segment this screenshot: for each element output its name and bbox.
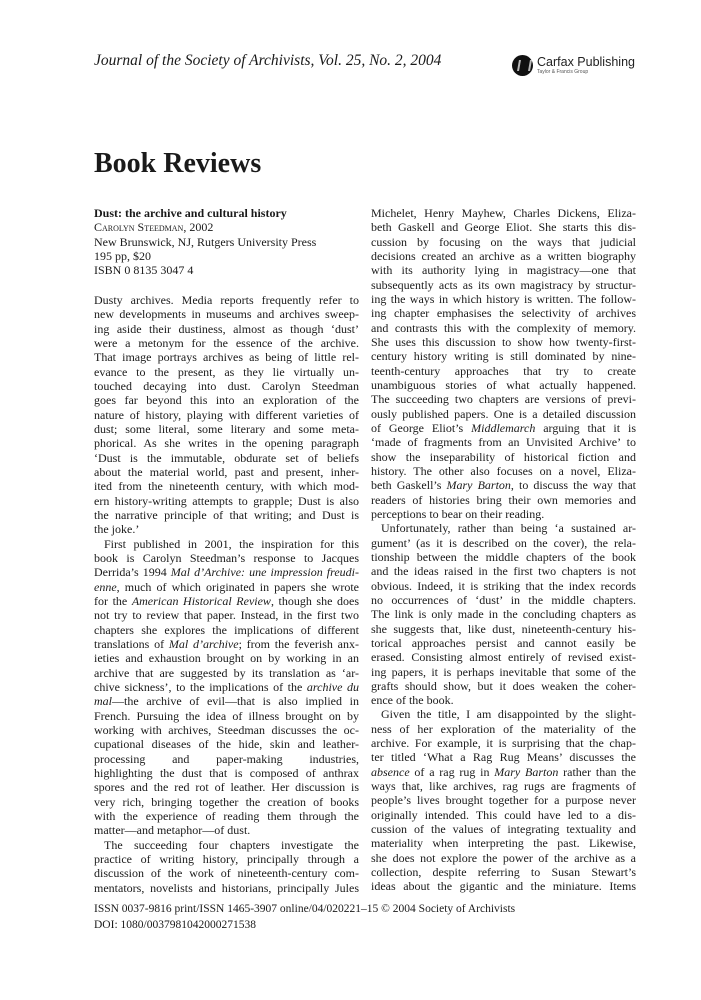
book-info bbox=[94, 206, 359, 278]
italic-text: American Historical Review bbox=[131, 594, 271, 609]
text-line bbox=[94, 322, 359, 336]
text-span: history. The other also focuses on a novel, Eliza- bbox=[371, 463, 636, 478]
text-line bbox=[371, 335, 636, 349]
text-span: mentators, novelists and historians, principally Jules bbox=[94, 880, 359, 895]
text-line bbox=[94, 723, 359, 737]
text-span: obvious. Indeed, it is striking that the index records bbox=[371, 578, 636, 593]
text-line bbox=[371, 278, 636, 292]
text-line bbox=[371, 550, 636, 564]
text-line bbox=[371, 779, 636, 793]
text-line bbox=[371, 564, 636, 578]
text-line bbox=[371, 306, 636, 320]
text-span: beth Gaskell and George Eliot. She starts this dis- bbox=[371, 220, 636, 235]
text-line bbox=[94, 823, 359, 837]
text-span: ter titled ‘What a Rag Rug Means’ discusses the bbox=[371, 750, 636, 765]
text-line bbox=[371, 478, 636, 492]
text-span: materiality when interpreting the past. Likewise, bbox=[371, 836, 636, 851]
text-span: , much of which originated in papers she wrote bbox=[116, 579, 359, 594]
text-line bbox=[94, 393, 359, 407]
text-line bbox=[94, 350, 359, 364]
doi-line: DOI: 1080/0037981042000271538 bbox=[94, 919, 256, 931]
text-line bbox=[371, 650, 636, 664]
left-column bbox=[94, 206, 359, 895]
text-line bbox=[371, 521, 636, 535]
text-line bbox=[371, 421, 636, 435]
italic-text: Mary Barton bbox=[494, 764, 559, 779]
text-span: she does not explore the power of the archive as a bbox=[371, 850, 636, 865]
text-span: First published in 2001, the inspiration for this bbox=[104, 536, 359, 551]
text-line bbox=[94, 307, 359, 321]
text-span: subsequently acts as its own magistracy by structur- bbox=[371, 277, 636, 292]
text-span: gument’ (as it is described on the cover), the rela- bbox=[371, 535, 636, 550]
text-span: arguing that it is bbox=[535, 420, 636, 435]
text-span: readers of histories bring their own memories and bbox=[371, 492, 636, 507]
text-span: and the ideas raised in the first two chapters is not bbox=[371, 564, 636, 579]
text-span: ing papers, it is perhaps inevitable that some of the bbox=[371, 664, 636, 679]
text-span: 195 pp, $20 bbox=[94, 248, 151, 263]
text-span: with its authority lying in magistracy—one that bbox=[371, 263, 636, 278]
text-line bbox=[371, 450, 636, 464]
text-line bbox=[371, 679, 636, 693]
text-span: ‘Dust is the immutable, obdurate set of beliefs bbox=[94, 450, 359, 465]
text-line bbox=[371, 292, 636, 306]
text-line bbox=[94, 766, 359, 780]
text-span: ously published papers. One is a detailed discussion bbox=[371, 406, 636, 421]
review-body-right bbox=[371, 206, 636, 894]
text-line bbox=[371, 865, 636, 879]
text-span: phorical. As she writes in the opening paragraph bbox=[94, 436, 359, 451]
text-line bbox=[371, 693, 636, 707]
book-info-line bbox=[94, 249, 359, 263]
text-span: of a rag rug in bbox=[409, 764, 495, 779]
text-span: ideas about the gigantic and the miniature. Items bbox=[371, 879, 636, 894]
text-span: decisions created an archive as a written biography bbox=[371, 248, 636, 263]
text-line bbox=[371, 349, 636, 363]
paragraph bbox=[94, 838, 359, 895]
journal-citation: Journal of the Society of Archivists, Vol. 25, No. 2, 2004 bbox=[94, 52, 442, 69]
text-line bbox=[371, 722, 636, 736]
book-info-line bbox=[94, 220, 359, 234]
text-line bbox=[371, 808, 636, 822]
text-span: evance to the present, as they lie virtually un- bbox=[94, 364, 359, 379]
text-span: spores and the red rot of leather. Her discussion is bbox=[94, 780, 359, 795]
text-line bbox=[94, 379, 359, 393]
text-line bbox=[94, 680, 359, 694]
text-span: erased. Consisting almost entirely of revised exist- bbox=[371, 650, 636, 665]
paragraph bbox=[371, 206, 636, 521]
text-line bbox=[94, 637, 359, 651]
text-span: matter—and metaphor—of dust. bbox=[94, 823, 251, 838]
text-span: she suggests that, like dust, nineteenth-century his- bbox=[371, 621, 636, 636]
text-line bbox=[371, 493, 636, 507]
text-line bbox=[371, 736, 636, 750]
text-line bbox=[94, 336, 359, 350]
text-span: processing and paper-making industries, bbox=[94, 751, 359, 766]
text-line bbox=[94, 293, 359, 307]
book-info-line bbox=[94, 263, 359, 277]
text-span: Dusty archives. Media reports frequently refer to bbox=[94, 293, 359, 308]
text-line bbox=[94, 709, 359, 723]
text-span: were a metonym for the essence of the archive. bbox=[94, 336, 359, 351]
text-span: for the bbox=[94, 594, 132, 609]
text-span: ways that, like archives, rag rugs are fragments of bbox=[371, 779, 636, 794]
text-line bbox=[371, 321, 636, 335]
text-line bbox=[371, 378, 636, 392]
text-line bbox=[94, 809, 359, 823]
text-span: The succeeding two chapters are versions of previ- bbox=[371, 392, 636, 407]
text-line bbox=[371, 364, 636, 378]
text-line bbox=[94, 838, 359, 852]
text-span: Unfortunately, rather than being ‘a sustained ar- bbox=[381, 521, 636, 536]
text-span: ; from the feverish anx- bbox=[238, 637, 359, 652]
text-span: cussion of the values of integrating textuality and bbox=[371, 822, 636, 837]
text-line bbox=[94, 623, 359, 637]
review-body-left bbox=[94, 293, 359, 895]
text-line bbox=[371, 836, 636, 850]
text-span: chive sickness’, to the implications of the bbox=[94, 680, 307, 694]
paragraph bbox=[94, 293, 359, 537]
text-line bbox=[94, 580, 359, 594]
text-line bbox=[94, 795, 359, 809]
text-span: touched decaying into dust. Carolyn Steedman bbox=[94, 379, 359, 394]
text-span: , though she does bbox=[270, 594, 359, 609]
text-span: practice of writing history, principally through a bbox=[94, 851, 359, 866]
text-span: of George Eliot’s bbox=[371, 420, 472, 435]
text-line bbox=[371, 707, 636, 721]
italic-text: enne bbox=[94, 579, 117, 594]
text-line bbox=[371, 879, 636, 893]
text-line bbox=[94, 551, 359, 565]
text-line bbox=[94, 780, 359, 794]
book-info-line bbox=[94, 235, 359, 249]
text-line bbox=[371, 407, 636, 421]
text-span: tionship between the middle chapters of the book bbox=[371, 549, 636, 564]
text-span: , 2002 bbox=[183, 220, 214, 235]
italic-text: Middlemarch bbox=[471, 420, 536, 435]
text-span: torical approaches persist and cannot easily be bbox=[371, 635, 636, 650]
text-line bbox=[94, 608, 359, 622]
text-line bbox=[94, 436, 359, 450]
carfax-logo-icon bbox=[512, 55, 533, 76]
text-span: grafts should show, but it does weaken the coher- bbox=[371, 678, 636, 693]
author-name: Carolyn Steedman bbox=[94, 220, 184, 235]
text-line bbox=[94, 537, 359, 551]
text-line bbox=[371, 793, 636, 807]
text-line bbox=[371, 249, 636, 263]
text-line bbox=[94, 465, 359, 479]
text-line bbox=[94, 651, 359, 665]
italic-text: Mal d’Archive: une impression freudi- bbox=[170, 565, 359, 580]
text-line bbox=[371, 851, 636, 865]
text-span: nature of history, playing with different varieties of bbox=[94, 407, 359, 422]
text-line bbox=[371, 263, 636, 277]
text-line bbox=[94, 451, 359, 465]
text-span: ‘made of fragments from an Unvisited Archive’ to bbox=[371, 435, 636, 450]
italic-text: mal bbox=[94, 694, 112, 709]
text-line bbox=[371, 593, 636, 607]
text-line bbox=[94, 365, 359, 379]
text-span: dust; some literal, some literary and some meta- bbox=[94, 422, 359, 437]
issn-line: ISSN 0037-9816 print/ISSN 1465-3907 online/04/020221–15 © 2004 Society of Archivists bbox=[94, 903, 516, 915]
text-span: archive. For example, it is surprising that the chap- bbox=[371, 736, 636, 751]
text-span: the joke.’ bbox=[94, 522, 140, 537]
text-span: the narrative principle of that writing; and Dust is bbox=[94, 508, 359, 523]
text-span: ited from the nineteenth century, with which mod- bbox=[94, 479, 359, 494]
text-span: unambiguous stories of what actually happened. bbox=[371, 377, 636, 392]
text-span: French. Pursuing the idea of illness brought on by bbox=[94, 708, 359, 723]
publisher-subtitle: Taylor & Francis Group bbox=[537, 68, 589, 75]
text-line bbox=[371, 636, 636, 650]
text-span: Michelet, Henry Mayhew, Charles Dickens, Eliza- bbox=[371, 206, 636, 220]
text-span: ieties and exhaustion brought on by working in an bbox=[94, 651, 359, 666]
text-span: New Brunswick, NJ, Rutgers University Press bbox=[94, 234, 317, 249]
paragraph bbox=[371, 707, 636, 893]
text-line bbox=[371, 220, 636, 234]
spacer bbox=[94, 278, 359, 294]
text-span: goes far beyond this into an exploration of the bbox=[94, 393, 359, 408]
paragraph bbox=[94, 537, 359, 838]
text-line bbox=[371, 464, 636, 478]
footer bbox=[94, 901, 515, 933]
text-line bbox=[94, 479, 359, 493]
text-span: new developments in museums and archives sweep- bbox=[94, 307, 359, 322]
text-line bbox=[371, 822, 636, 836]
text-line bbox=[94, 422, 359, 436]
text-span: The succeeding four chapters investigate the bbox=[104, 837, 359, 852]
text-line bbox=[94, 666, 359, 680]
text-span: —the archive of evil—that is also implied in bbox=[112, 694, 359, 709]
text-span: highlighting the dust that is composed of anthrax bbox=[94, 765, 359, 780]
text-span: about the material world, past and present, inher- bbox=[94, 465, 359, 480]
text-line bbox=[94, 408, 359, 422]
text-span: Given the title, I am disappointed by the slight- bbox=[381, 707, 636, 722]
text-span: ing aside their dustiness, almost as though ‘dust’ bbox=[94, 321, 359, 336]
text-span: teenth-century approaches that try to create bbox=[371, 363, 636, 378]
text-span: cupational diseases of the hide, skin and leather- bbox=[94, 737, 359, 752]
text-span: ence of the book. bbox=[371, 693, 454, 708]
text-span: perceptions to bear on their reading. bbox=[371, 506, 545, 521]
text-line bbox=[94, 866, 359, 880]
text-span: ness of her exploration of the materiality of the bbox=[371, 721, 636, 736]
text-span: collection, despite referring to Susan Stewart’s bbox=[371, 865, 636, 880]
text-line bbox=[371, 665, 636, 679]
text-line bbox=[371, 579, 636, 593]
text-line bbox=[371, 765, 636, 779]
text-line bbox=[94, 494, 359, 508]
publisher-logo bbox=[512, 55, 635, 76]
text-span: ing the ways in which history is written. The follow- bbox=[371, 291, 636, 306]
text-line bbox=[94, 508, 359, 522]
italic-text: archive du bbox=[306, 680, 359, 694]
text-line bbox=[94, 737, 359, 751]
text-span: She uses this discussion to show how twenty-first- bbox=[371, 334, 636, 349]
text-span: That image portrays archives as being of little rel- bbox=[94, 350, 359, 365]
text-span: Dust: the archive and cultural history bbox=[94, 206, 287, 220]
page-title: Book Reviews bbox=[94, 148, 262, 179]
italic-text: absence bbox=[371, 764, 410, 779]
text-line bbox=[94, 694, 359, 708]
text-span: archive that are suggested by its translation as ‘ar- bbox=[94, 665, 359, 680]
text-span: chapters she explores the implications of different bbox=[94, 622, 359, 637]
text-line bbox=[94, 522, 359, 536]
text-line bbox=[371, 536, 636, 550]
text-line bbox=[94, 752, 359, 766]
text-line bbox=[371, 392, 636, 406]
text-span: , to discuss the way that bbox=[510, 478, 636, 493]
text-span: working with archives, Steedman discusses the oc- bbox=[94, 722, 359, 737]
text-span: translations of bbox=[94, 637, 169, 652]
text-span: very rich, bringing together the creation of books bbox=[94, 794, 359, 809]
text-span: ISBN 0 8135 3047 4 bbox=[94, 263, 194, 278]
text-line bbox=[94, 881, 359, 895]
italic-text: Mary Barton bbox=[446, 478, 511, 493]
text-span: with the experience of reading them through the bbox=[94, 808, 359, 823]
text-line bbox=[94, 594, 359, 608]
text-span: Derrida’s 1994 bbox=[94, 565, 171, 580]
text-span: no occurrences of ‘dust’ in the middle chapters. bbox=[371, 592, 636, 607]
text-line bbox=[371, 206, 636, 220]
text-span: ern history-writing attempts to grapple; Dust is also bbox=[94, 493, 359, 508]
text-span: and contrasts this with the complexity of memory. bbox=[371, 320, 636, 335]
text-span: rather than the bbox=[558, 764, 636, 779]
publisher-name: Carfax Publishing bbox=[537, 54, 635, 69]
text-line bbox=[371, 750, 636, 764]
text-span: century history writing is still dominated by nine- bbox=[371, 349, 636, 364]
right-column bbox=[371, 206, 636, 894]
text-span: show the inseparability of historical fiction and bbox=[371, 449, 636, 464]
text-line bbox=[371, 622, 636, 636]
text-line bbox=[94, 565, 359, 579]
text-line bbox=[371, 607, 636, 621]
italic-text: Mal d’archive bbox=[168, 637, 239, 652]
book-title bbox=[94, 206, 359, 220]
text-line bbox=[371, 507, 636, 521]
text-span: The link is only made in the concluding chapters as bbox=[371, 607, 636, 622]
text-span: not try to review that paper. Instead, in the first two bbox=[94, 608, 359, 623]
text-span: beth Gaskell’s bbox=[371, 478, 447, 493]
text-line bbox=[371, 235, 636, 249]
text-span: cussion by focusing on the ways that judicial bbox=[371, 234, 636, 249]
text-line bbox=[94, 852, 359, 866]
text-line bbox=[371, 435, 636, 449]
text-span: people’s lives brought together for a purpose never bbox=[371, 793, 636, 808]
text-span: discussion of the work of nineteenth-century com- bbox=[94, 866, 359, 881]
paragraph bbox=[371, 521, 636, 707]
text-span: book is Carolyn Steedman’s response to Jacques bbox=[94, 551, 359, 566]
text-span: ing chapter emphasises the selectivity of archives bbox=[371, 306, 636, 321]
text-span: originally intended. This could have led to a dis- bbox=[371, 807, 636, 822]
